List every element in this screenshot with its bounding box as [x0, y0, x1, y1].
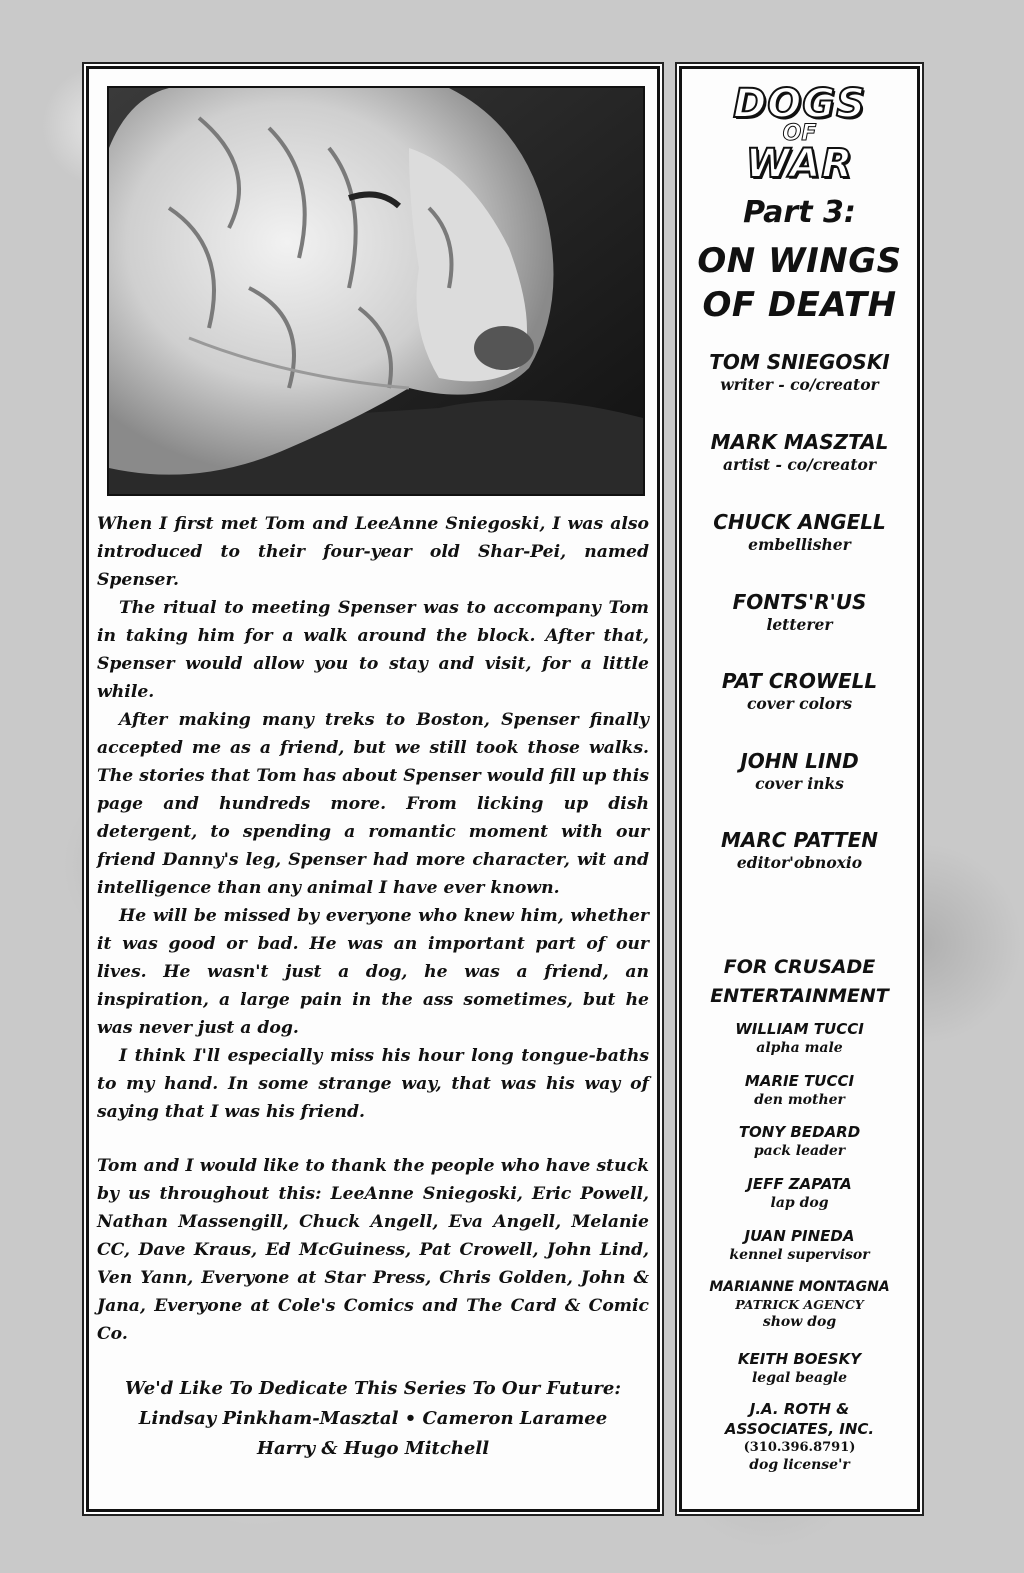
staff-phone: (310.396.8791) [743, 1440, 856, 1455]
staff-agency: PATRICK AGENCY [735, 1297, 864, 1312]
staff-role: alpha male [756, 1040, 843, 1056]
staff-entry [682, 1174, 917, 1212]
staff-role: lap dog [770, 1195, 829, 1211]
dedication-names-2: Harry & Hugo Mitchell [256, 1438, 490, 1459]
staff-name: WILLIAM TUCCI [735, 1020, 864, 1038]
sharpei-photo [107, 86, 645, 496]
staff-name: KEITH BOESKY [737, 1350, 862, 1368]
credit-name: MARC PATTEN [721, 828, 878, 852]
credits-panel [679, 66, 920, 1512]
credit-role: letterer [766, 615, 833, 634]
dedication-names-1: Lindsay Pinkham-Masztal • Cameron Laramee [138, 1408, 608, 1429]
credit-role: writer - co/creator [720, 375, 879, 394]
part-label: Part 3: [743, 195, 856, 230]
staff-role: dog license'r [749, 1457, 850, 1473]
credit-name: PAT CROWELL [721, 669, 878, 693]
staff-name: MARIANNE MONTAGNA [709, 1279, 890, 1295]
dog-photo-image [109, 88, 643, 494]
dogs-of-war-logo [682, 83, 917, 187]
credit-writer [682, 349, 917, 395]
thanks-paragraph: Tom and I would like to thank the people who have stuck by us throughout this: LeeAnne Sniegoski, Eric Powell, Nathan Massengill, Chuck Angell, Eva Angell, Melanie CC, Dave Kraus, Ed McGuiness, Pat Crowell, John Lind, Ven Yann, Everyone at Star Press, Chris Golden, John & Jana, Everyone at Cole's Comics and The Card & Comic Co. [97, 1156, 649, 1344]
credit-letterer [682, 589, 917, 635]
staff-entry [682, 1277, 917, 1331]
staff-entry [682, 1122, 917, 1160]
publisher-line-1: FOR CRUSADE [723, 956, 876, 978]
staff-role: den mother [754, 1092, 845, 1108]
credit-embellisher [682, 509, 917, 555]
staff-name-2: ASSOCIATES, INC. [724, 1420, 875, 1438]
credit-editor [682, 827, 917, 873]
dedication-heading: We'd Like To Dedicate This Series To Our Future: [125, 1378, 621, 1399]
staff-entry [682, 1399, 917, 1474]
paragraph-1: When I first met Tom and LeeAnne Sniegoski, I was also introduced to their four-year old Shar-Pei, named Spenser. [97, 514, 649, 590]
publisher-heading [682, 953, 917, 1011]
logo-word-dogs: DOGS [733, 81, 866, 127]
staff-entry [682, 1349, 917, 1387]
credit-name: MARK MASZTAL [710, 430, 889, 454]
credit-role: cover inks [755, 774, 844, 793]
credit-role: cover colors [746, 694, 853, 713]
story-title [682, 239, 917, 327]
paragraph-5: I think I'll especially miss his hour long tongue-baths to my hand. In some strange way, that was his way of saying that I was his friend. [97, 1046, 649, 1122]
staff-role: pack leader [753, 1143, 846, 1159]
staff-entry [682, 1071, 917, 1109]
staff-name: TONY BEDARD [738, 1123, 861, 1141]
credit-cover-inks [682, 748, 917, 794]
staff-name: J.A. ROTH & [749, 1400, 850, 1418]
staff-role: show dog [762, 1314, 837, 1330]
memorial-panel [86, 66, 660, 1512]
memorial-text [97, 510, 649, 1464]
story-title-line-2: OF DEATH [702, 285, 897, 325]
staff-entry [682, 1226, 917, 1264]
paragraph-2: The ritual to meeting Spenser was to accompany Tom in taking him for a walk around the block. After that, Spenser would allow you to stay and visit, for a little while. [97, 598, 649, 702]
publisher-line-2: ENTERTAINMENT [710, 985, 889, 1007]
credit-role: embellisher [748, 535, 851, 554]
credit-name: JOHN LIND [740, 749, 859, 773]
dedication-block [97, 1374, 649, 1464]
staff-role: kennel supervisor [729, 1247, 870, 1263]
logo-word-war: WAR [745, 141, 854, 187]
credit-cover-colors [682, 668, 917, 714]
credit-artist [682, 429, 917, 475]
logo-word-of: OF [782, 121, 817, 146]
credit-name: TOM SNIEGOSKI [709, 350, 890, 374]
staff-name: JUAN PINEDA [744, 1227, 855, 1245]
paragraph-3: After making many treks to Boston, Spenser finally accepted me as a friend, but we still took those walks. The stories that Tom has about Spenser would fill up this page and hundreds more. From licking up dish detergent, to spending a romantic moment with our friend Danny's leg, Spenser had more character, wit and intelligence than any animal I have ever known. [97, 710, 649, 898]
credit-role: artist - co/creator [723, 455, 876, 474]
credit-name: FONTS'R'US [732, 590, 867, 614]
story-title-line-1: ON WINGS [697, 241, 902, 281]
staff-role: legal beagle [751, 1370, 848, 1386]
credit-name: CHUCK ANGELL [713, 510, 886, 534]
credit-role: editor'obnoxio [736, 853, 863, 872]
paragraph-4: He will be missed by everyone who knew him, whether it was good or bad. He was an important part of our lives. He wasn't just a dog, he was a friend, an inspiration, a large pain in the ass sometimes, but he was never just a dog. [97, 906, 649, 1038]
staff-name: JEFF ZAPATA [747, 1175, 852, 1193]
staff-name: MARIE TUCCI [744, 1072, 855, 1090]
staff-entry [682, 1019, 917, 1057]
